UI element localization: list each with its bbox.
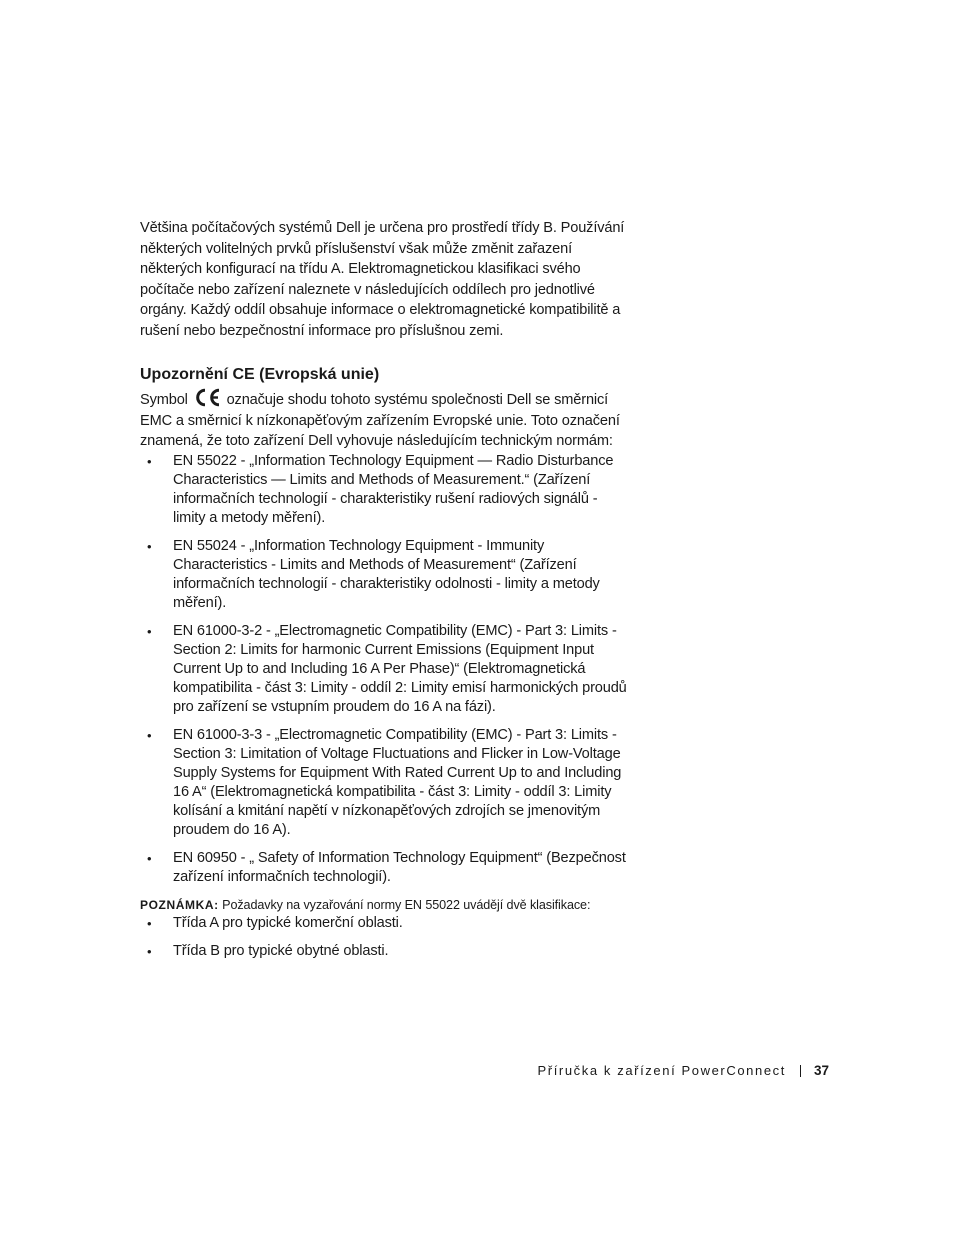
standard-text: EN 60950 - „ Safety of Information Technology Equipment“ (Bezpečnost zařízení informačních technologií). <box>173 849 626 885</box>
footer-separator <box>800 1065 801 1077</box>
bullet-icon: • <box>147 850 152 866</box>
standard-text: EN 55022 - „Information Technology Equipment — Radio Disturbance Characteristics — Limits and Methods of Measurement.“ (Zařízení informačních technologií - charakteristiky rušení radiových signálů - limity a metody měření). <box>173 452 614 526</box>
list-item <box>140 537 632 613</box>
bullet-icon: • <box>147 623 152 639</box>
note <box>140 896 632 914</box>
section-heading: Upozornění CE (Evropská unie) <box>140 366 380 383</box>
bullet-icon: • <box>147 727 152 743</box>
ce-lead-paragraph <box>140 388 632 452</box>
page-footer <box>538 1062 829 1080</box>
ce-lead-after: označuje shodu tohoto systému společnosti Dell se směrnicí EMC a směrnicí k nízkonapěťovým zařízením Evropské unie. Toto označení znamená, že toto zařízení Dell vyhovuje následujícím technickým normám: <box>140 392 620 449</box>
page-number: 37 <box>813 1063 829 1078</box>
list-item <box>140 622 632 717</box>
note-label: POZNÁMKA: <box>140 897 219 912</box>
list-item <box>140 914 632 933</box>
list-item <box>140 726 632 840</box>
list-item <box>140 849 632 887</box>
ce-lead-before: Symbol <box>140 392 188 408</box>
standards-list <box>140 452 632 887</box>
bullet-icon: • <box>147 915 152 931</box>
intro-paragraph: Většina počítačových systémů Dell je určena pro prostředí třídy B. Používání některých volitelných prvků příslušenství však může změnit zařazení některých konfigurací na třídu A. Elektromagnetickou klasifikaci svého počítače nebo zařízení naleznete v následujících oddílech pro jednotlivé orgány. Každý oddíl obsahuje informace o elektromagnetické kompatibilitě a rušení nebo bezpečnostní informace pro příslušnou zemi. <box>140 220 625 339</box>
classes-list <box>140 914 632 961</box>
standard-text: EN 55024 - „Information Technology Equipment - Immunity Characteristics - Limits and Methods of Measurement“ (Zařízení informačních technologií - charakteristiky odolnosti - limity a metody měření). <box>173 537 600 611</box>
footer-title: Příručka k zařízení PowerConnect <box>537 1063 786 1078</box>
bullet-icon: • <box>147 453 152 469</box>
class-text: Třída B pro typické obytné oblasti. <box>173 942 389 959</box>
note-text: Požadavky na vyzařování normy EN 55022 uvádějí dvě klasifikace: <box>222 897 591 912</box>
page-content <box>140 218 632 970</box>
list-item <box>140 942 632 961</box>
ce-mark-icon <box>193 388 221 407</box>
class-text: Třída A pro typické komerční oblasti. <box>173 914 403 931</box>
list-item <box>140 452 632 528</box>
standard-text: EN 61000-3-2 - „Electromagnetic Compatibility (EMC) - Part 3: Limits - Section 2: Limits for harmonic Current Emissions (Equipment Input Current Up to and Including 16 A Per Phase)“ (Elektromagnetická kompatibilita - část 3: Limity - oddíl 2: Limity emisí harmonických proudů pro zařízení se vstupním proudem do 16 A na fázi). <box>173 622 627 715</box>
bullet-icon: • <box>147 538 152 554</box>
standard-text: EN 61000-3-3 - „Electromagnetic Compatibility (EMC) - Part 3: Limits - Section 3: Limitation of Voltage Fluctuations and Flicker in Low-Voltage Supply Systems for Equipment With Rated Current Up to and Including 16 A“ (Elektromagnetická kompatibilita - část 3: Limity - oddíl 3: Limity kolísání a kmitání napětí v nízkonapěťových zdrojích se jmenovitým proudem do 16 A). <box>173 726 622 838</box>
bullet-icon: • <box>147 943 152 959</box>
